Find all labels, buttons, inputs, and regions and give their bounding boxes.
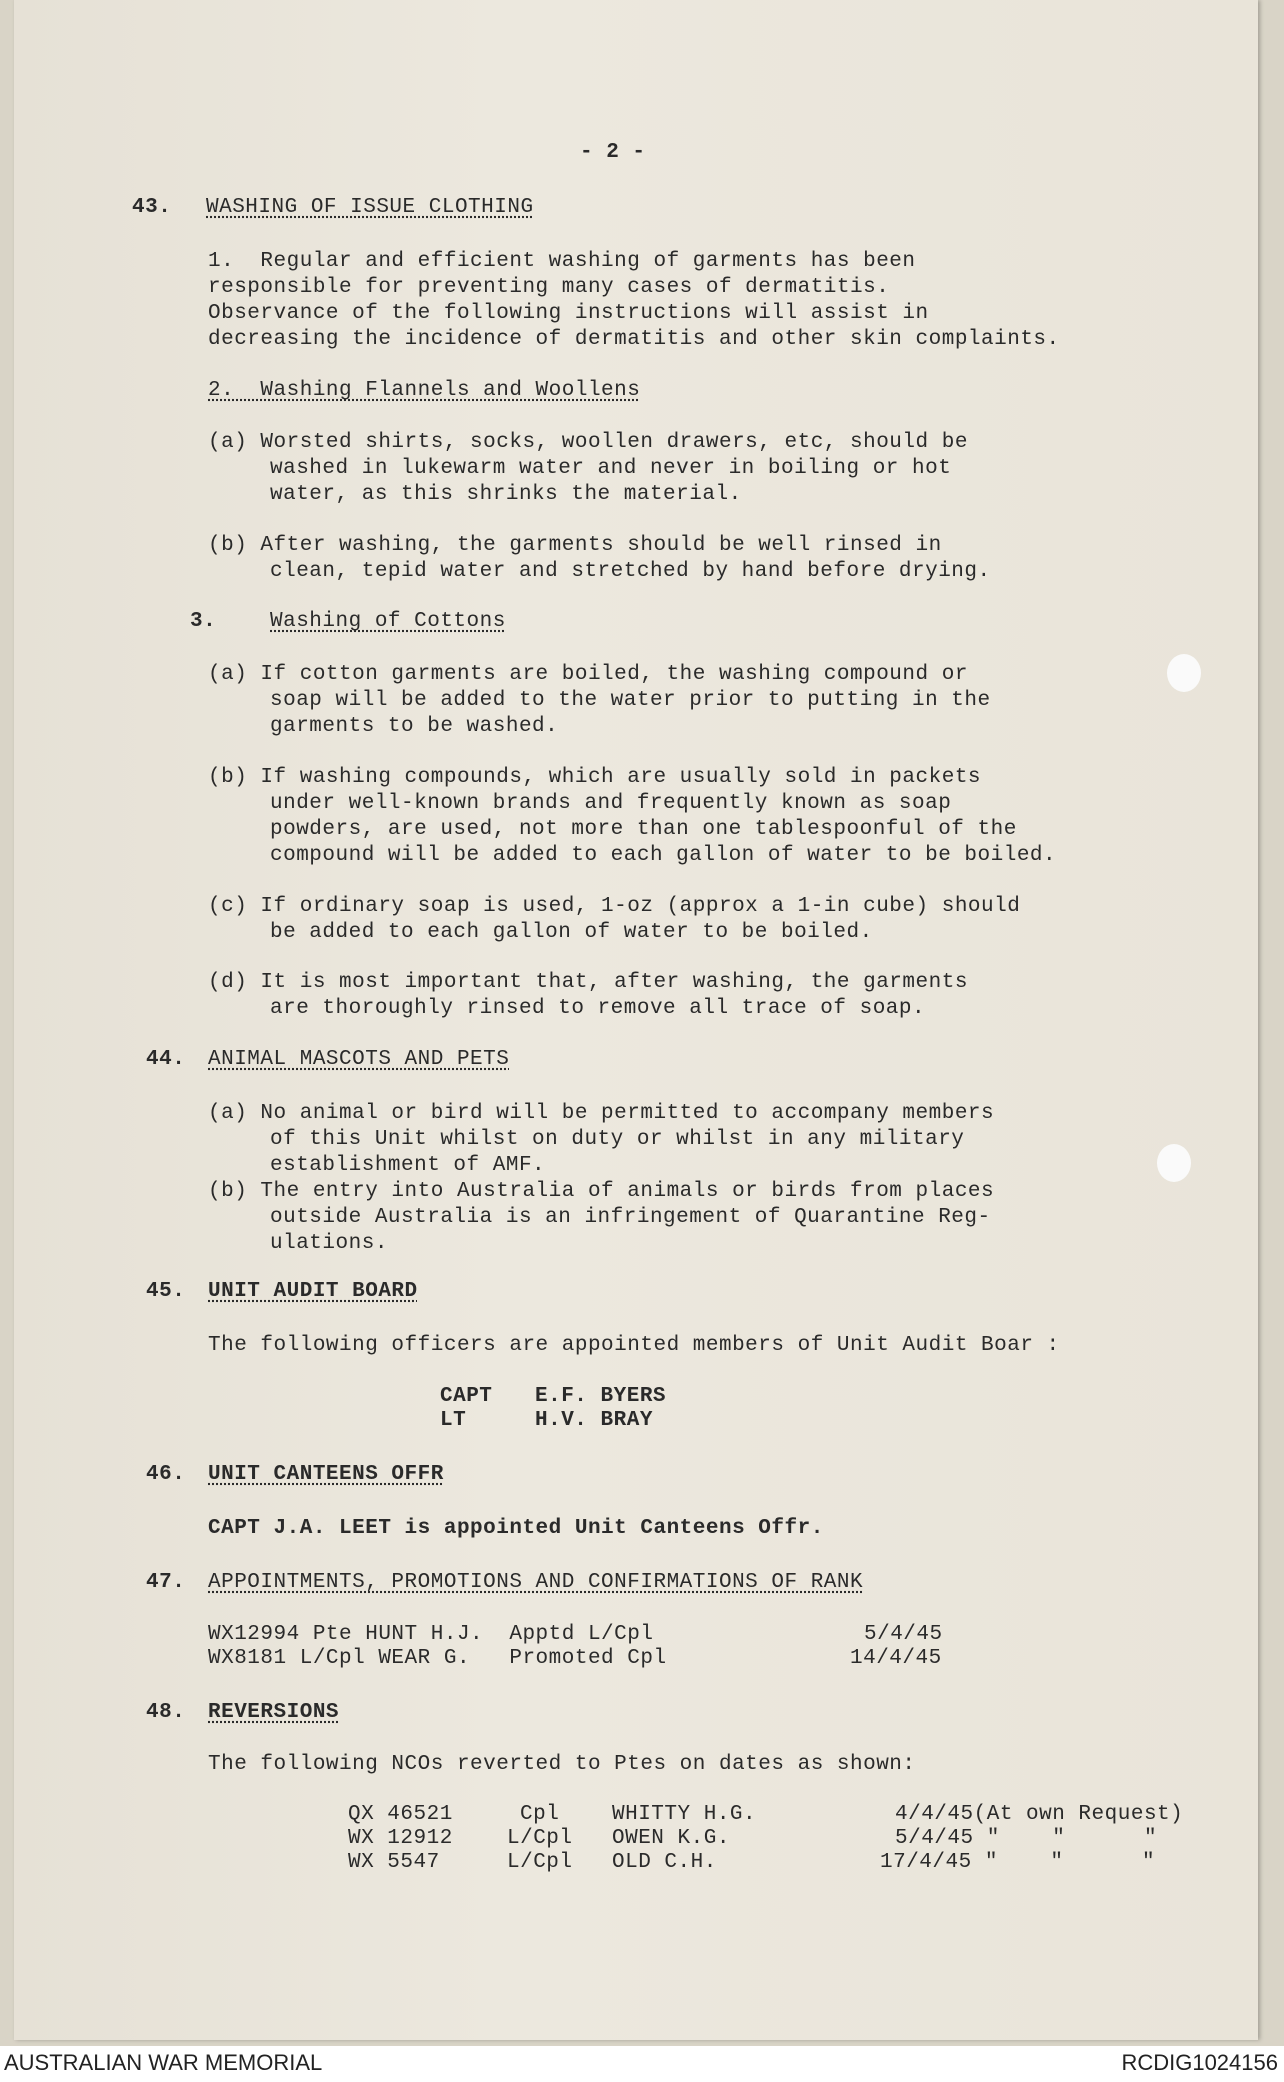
reversion-number: WX 12912 [348,1827,453,1850]
paragraph-line: clean, tepid water and stretched by hand before drying. [270,560,991,583]
paragraph-line: washed in lukewarm water and never in boiling or hot [270,457,952,480]
reversion-date: 5/4/45 " " " [895,1827,1158,1850]
paragraph-line: Observance of the following instructions will assist in [208,302,929,325]
officer-name: E.F. BYERS [535,1385,667,1408]
paragraph-line: (c) If ordinary soap is used, 1-oz (approx a 1-in cube) should [208,895,1021,918]
paragraph-line: The following NCOs reverted to Ptes on dates as shown: [208,1753,916,1776]
reversion-name: OLD C.H. [612,1851,717,1874]
reversion-number: WX 5547 [348,1851,440,1874]
reversion-name: WHITTY H.G. [612,1803,757,1826]
reversion-date: 17/4/45 " " " [880,1851,1156,1874]
paragraph-line: (b) After washing, the garments should be well rinsed in [208,534,942,557]
paragraph-line: (a) No animal or bird will be permitted to accompany members [208,1102,995,1125]
paragraph-line: powders, are used, not more than one tablespoonful of the [270,818,1017,841]
punch-hole [1157,1144,1191,1182]
section-number: 44. [146,1048,186,1071]
paragraph-line: CAPT J.A. LEET is appointed Unit Canteens Offr. [208,1517,824,1540]
paragraph-line: decreasing the incidence of dermatitis and other skin complaints. [208,328,1060,351]
reversion-rank: Cpl [520,1803,560,1826]
section-title: ANIMAL MASCOTS AND PETS [208,1048,510,1071]
paragraph-line: 1. Regular and efficient washing of garments has been [208,250,916,273]
paragraph-line: (b) The entry into Australia of animals or birds from places [208,1180,995,1203]
table-row: WX12994 Pte HUNT H.J. Apptd L/Cpl [208,1623,654,1646]
section-number: 48. [146,1701,186,1724]
table-row-date: 14/4/45 [850,1647,942,1670]
reversion-date: 4/4/45(At own Request) [895,1803,1184,1826]
paragraph-line: establishment of AMF. [270,1154,546,1177]
paragraph-line: water, as this shrinks the material. [270,483,742,506]
page-number: - 2 - [580,141,646,164]
officer-rank: CAPT [440,1385,493,1408]
officer-name: H.V. BRAY [535,1409,653,1432]
paragraph-line: are thoroughly rinsed to remove all trace of soap. [270,997,926,1020]
subsection-number: 3. [190,610,217,633]
section-title: UNIT AUDIT BOARD [208,1280,418,1303]
paragraph-line: (d) It is most important that, after washing, the garments [208,971,968,994]
subsection-heading: Washing of Cottons [270,610,506,633]
table-row-date: 5/4/45 [864,1623,943,1646]
section-title: UNIT CANTEENS OFFR [208,1463,444,1486]
officer-rank: LT [440,1409,467,1432]
paragraph-line: (b) If washing compounds, which are usually sold in packets [208,766,982,789]
reversion-rank: L/Cpl [507,1827,573,1850]
paragraph-line: be added to each gallon of water to be boiled. [270,921,873,944]
paragraph-line: soap will be added to the water prior to putting in the [270,689,991,712]
paragraph-line: (a) Worsted shirts, socks, woollen drawers, etc, should be [208,431,968,454]
paragraph-line: under well-known brands and frequently known as soap [270,792,952,815]
punch-hole [1167,654,1201,692]
section-number: 47. [146,1571,186,1594]
reversion-rank: L/Cpl [507,1851,573,1874]
section-number: 43. [132,196,172,219]
paragraph-line: compound will be added to each gallon of water to be boiled. [270,844,1057,867]
footer-source: AUSTRALIAN WAR MEMORIAL [4,2050,323,2075]
section-number: 45. [146,1280,186,1303]
section-title: APPOINTMENTS, PROMOTIONS AND CONFIRMATIONS OF RANK [208,1571,864,1594]
table-row: WX8181 L/Cpl WEAR G. Promoted Cpl [208,1647,667,1670]
paragraph-line: responsible for preventing many cases of dermatitis. [208,276,890,299]
footer-id: RCDIG1024156 [1121,2050,1278,2075]
section-title: WASHING OF ISSUE CLOTHING [206,196,534,219]
subsection-heading: 2. Washing Flannels and Woollens [208,379,641,402]
paragraph-line: of this Unit whilst on duty or whilst in any military [270,1128,965,1151]
paragraph-line: (a) If cotton garments are boiled, the washing compound or [208,663,968,686]
section-title: REVERSIONS [208,1701,340,1724]
section-number: 46. [146,1463,186,1486]
paragraph-line: outside Australia is an infringement of Quarantine Reg- [270,1206,991,1229]
paragraph-line: ulations. [270,1232,388,1255]
paragraph-line: garments to be washed. [270,715,559,738]
reversion-number: QX 46521 [348,1803,453,1826]
paragraph-line: The following officers are appointed members of Unit Audit Boar : [208,1334,1060,1357]
reversion-name: OWEN K.G. [612,1827,730,1850]
